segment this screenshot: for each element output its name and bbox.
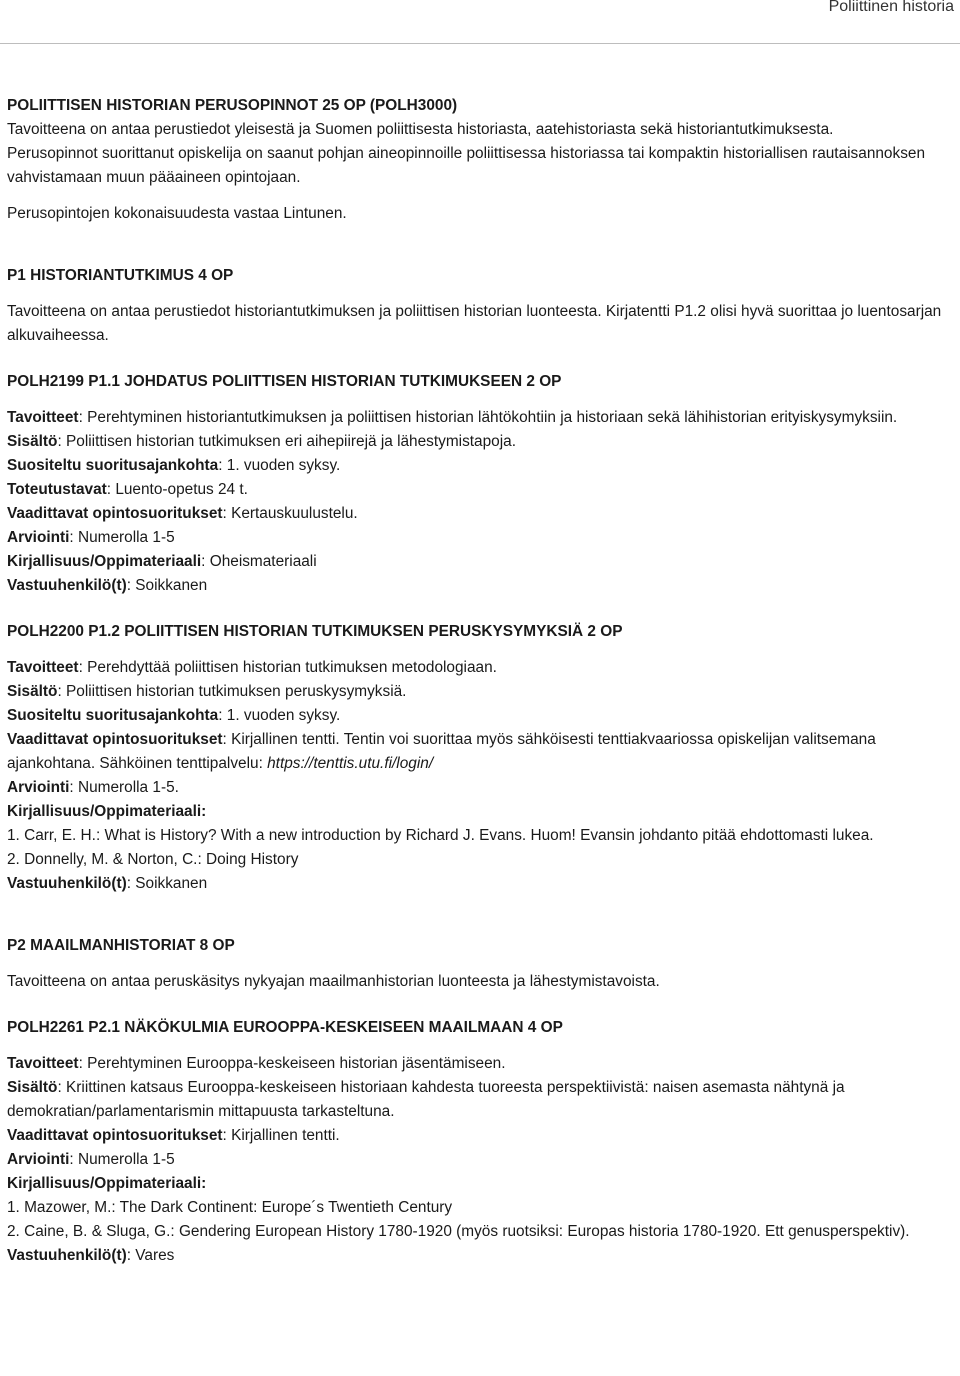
intro-heading: POLIITTISEN HISTORIAN PERUSOPINNOT 25 OP (POLH3000) xyxy=(7,97,458,114)
course-2199-sisalto: Sisältö: Poliittisen historian tutkimuksen eri aihepiirejä ja lähestymistapoja. xyxy=(7,433,516,450)
sisalto-label: Sisältö xyxy=(7,683,58,700)
course-2200-vaaditut: Vaadittavat opintosuoritukset: Kirjallinen tentti. Tentin voi suorittaa myös sähköisesti tenttiakvaariossa opiskelijan valitsemana ajankohtana. Sähköinen tenttipalvelu: https://tenttis.utu.fi/login/ xyxy=(7,731,876,772)
tenttipalvelu-link[interactable]: https://tenttis.utu.fi/login/ xyxy=(267,755,434,772)
p2-description: Tavoitteena on antaa peruskäsitys nykyajan maailmanhistorian luonteesta ja lähestymistavoista. xyxy=(7,973,660,990)
course-2200-sisalto: Sisältö: Poliittisen historian tutkimuksen peruskysymyksiä. xyxy=(7,683,407,700)
toteutus-label: Toteutustavat xyxy=(7,481,107,498)
course-2261-heading: POLH2261 P2.1 NÄKÖKULMIA EUROOPPA-KESKEISEEN MAAILMAAN 4 OP xyxy=(7,1019,563,1036)
course-2200-book-1: 1. Carr, E. H.: What is History? With a new introduction by Richard J. Evans. Huom! Evansin johdanto pitää ehdottomasti lukea. xyxy=(7,827,874,844)
kirjallisuus-label: Kirjallisuus/Oppimateriaali xyxy=(7,553,202,570)
vaaditut-label: Vaadittavat opintosuoritukset xyxy=(7,505,223,522)
p1-heading: P1 HISTORIANTUTKIMUS 4 OP xyxy=(7,267,234,284)
course-2199-suositeltu: Suositeltu suoritusajankohta: 1. vuoden syksy. xyxy=(7,457,341,474)
course-2200-vastuu: Vastuuhenkilö(t): Soikkanen xyxy=(7,875,208,892)
course-2200-book-2: 2. Donnelly, M. & Norton, C.: Doing History xyxy=(7,851,299,868)
course-2261-kirjallisuus-label: Kirjallisuus/Oppimateriaali: xyxy=(7,1175,207,1192)
intro-paragraph-3: Perusopintojen kokonaisuudesta vastaa Lintunen. xyxy=(7,205,347,222)
course-2200-heading: POLH2200 P1.2 POLIITTISEN HISTORIAN TUTKIMUKSEN PERUSKYSYMYKSIÄ 2 OP xyxy=(7,623,623,640)
suositeltu-label: Suositeltu suoritusajankohta xyxy=(7,457,219,474)
course-2199-toteutus: Toteutustavat: Luento-opetus 24 t. xyxy=(7,481,248,498)
vaaditut-label: Vaadittavat opintosuoritukset xyxy=(7,731,223,748)
tavoitteet-label: Tavoitteet xyxy=(7,659,79,676)
sisalto-label: Sisältö xyxy=(7,1079,58,1096)
arviointi-label: Arviointi xyxy=(7,1151,70,1168)
course-2200-tavoitteet: Tavoitteet: Perehdyttää poliittisen historian tutkimuksen metodologiaan. xyxy=(7,659,497,676)
document-body xyxy=(7,94,953,1268)
course-2199-arviointi: Arviointi: Numerolla 1-5 xyxy=(7,529,175,546)
header-divider xyxy=(0,43,960,44)
course-2261-tavoitteet: Tavoitteet: Perehtyminen Eurooppa-keskeiseen historian jäsentämiseen. xyxy=(7,1055,506,1072)
course-2200-suositeltu: Suositeltu suoritusajankohta: 1. vuoden syksy. xyxy=(7,707,341,724)
course-2261-vaaditut: Vaadittavat opintosuoritukset: Kirjallinen tentti. xyxy=(7,1127,340,1144)
intro-paragraph-2: Perusopinnot suorittanut opiskelija on saanut pohjan aineopinnoille poliittisessa historiassa tai kompaktin historiallisen rautaisannoksen vahvistamaan muun pääaineen opintojaan. xyxy=(7,145,926,186)
tavoitteet-label: Tavoitteet xyxy=(7,1055,79,1072)
suositeltu-label: Suositeltu suoritusajankohta xyxy=(7,707,219,724)
course-2261-arviointi: Arviointi: Numerolla 1-5 xyxy=(7,1151,175,1168)
course-2200-arviointi: Arviointi: Numerolla 1-5. xyxy=(7,779,179,796)
vastuu-label: Vastuuhenkilö(t) xyxy=(7,1247,127,1264)
course-2200-kirjallisuus-label: Kirjallisuus/Oppimateriaali: xyxy=(7,803,207,820)
tavoitteet-label: Tavoitteet xyxy=(7,409,79,426)
course-2199-heading: POLH2199 P1.1 JOHDATUS POLIITTISEN HISTORIAN TUTKIMUKSEEN 2 OP xyxy=(7,373,562,390)
vastuu-label: Vastuuhenkilö(t) xyxy=(7,577,127,594)
course-2199-kirjallisuus: Kirjallisuus/Oppimateriaali: Oheismateriaali xyxy=(7,553,317,570)
p2-heading: P2 MAAILMANHISTORIAT 8 OP xyxy=(7,937,235,954)
arviointi-label: Arviointi xyxy=(7,529,70,546)
running-header-title: Poliittinen historia xyxy=(828,0,954,15)
course-2261-book-1: 1. Mazower, M.: The Dark Continent: Europe´s Twentieth Century xyxy=(7,1199,453,1216)
course-2261-sisalto: Sisältö: Kriittinen katsaus Eurooppa-keskeiseen historiaan kahdesta tuoreesta perspektiivistä: naisen asemasta nähtynä ja demokratian/parlamentarismin mittapuusta tarkasteltuna. xyxy=(7,1079,845,1120)
sisalto-label: Sisältö xyxy=(7,433,58,450)
course-2261-vastuu: Vastuuhenkilö(t): Vares xyxy=(7,1247,175,1264)
vastuu-label: Vastuuhenkilö(t) xyxy=(7,875,127,892)
course-2199-vastuu: Vastuuhenkilö(t): Soikkanen xyxy=(7,577,208,594)
arviointi-label: Arviointi xyxy=(7,779,70,796)
intro-paragraph-1: Tavoitteena on antaa perustiedot yleisestä ja Suomen poliittisesta historiasta, aatehistoriasta sekä historiantutkimuksesta. xyxy=(7,121,834,138)
course-2199-tavoitteet: Tavoitteet: Perehtyminen historiantutkimuksen ja poliittisen historian lähtökohtiin ja historiaan sekä lähihistorian erityiskysymyksiin. xyxy=(7,409,898,426)
vaaditut-label: Vaadittavat opintosuoritukset xyxy=(7,1127,223,1144)
course-2261-book-2: 2. Caine, B. & Sluga, G.: Gendering European History 1780-1920 (myös ruotsiksi: Europas historia 1780-1920. Ett genusperspektiv). xyxy=(7,1223,910,1240)
p1-description: Tavoitteena on antaa perustiedot historiantutkimuksen ja poliittisen historian luonteesta. Kirjatentti P1.2 olisi hyvä suorittaa jo luentosarjan alkuvaiheessa. xyxy=(7,303,942,344)
course-2199-vaaditut: Vaadittavat opintosuoritukset: Kertauskuulustelu. xyxy=(7,505,358,522)
